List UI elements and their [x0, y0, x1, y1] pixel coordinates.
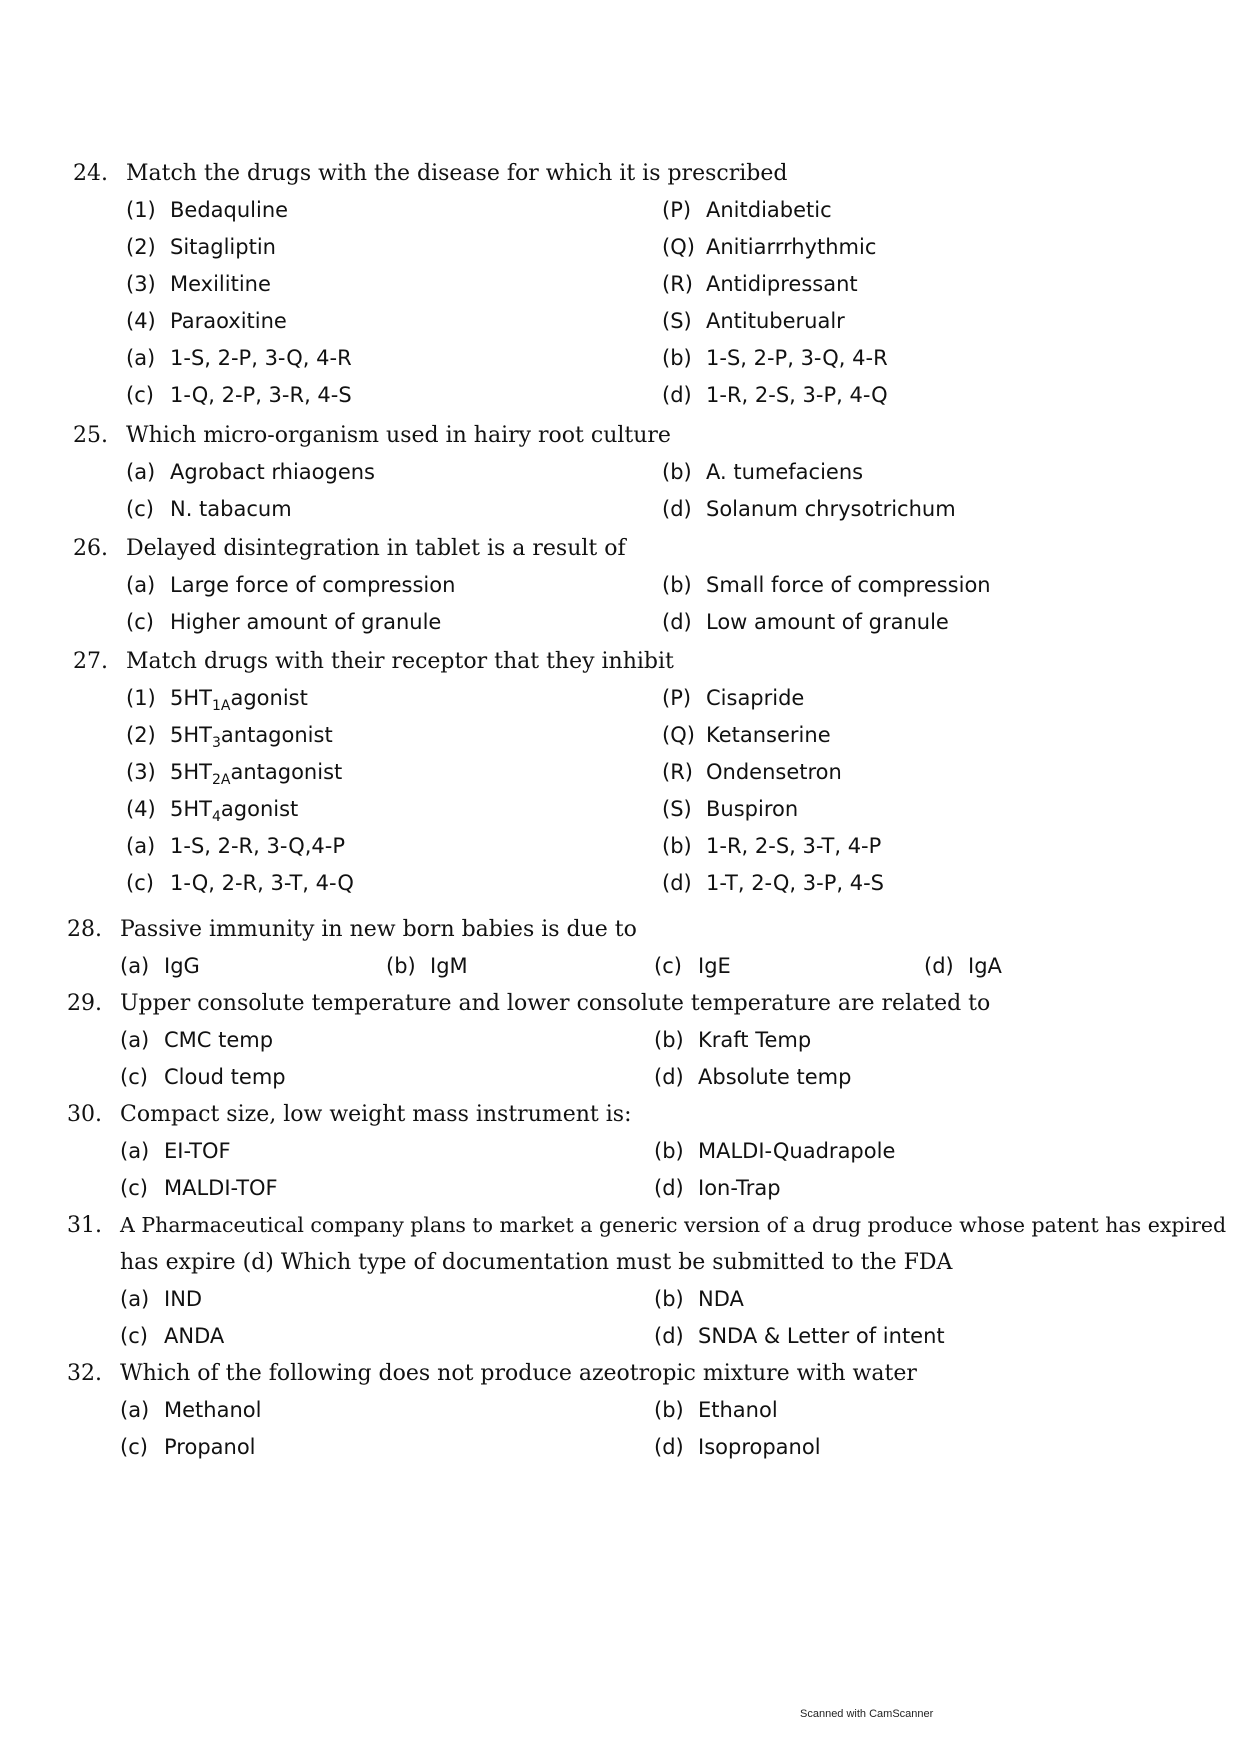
option-row: [0, 340, 1240, 377]
receptor-subscript: 3: [211, 735, 221, 751]
item-text: Antidipressant: [706, 272, 858, 296]
item-label: (S): [662, 309, 692, 333]
option-row: [0, 1059, 1240, 1096]
option-text: 1-S, 2-P, 3-Q, 4-R: [706, 346, 888, 370]
option-text: Agrobact rhiaogens: [170, 460, 375, 484]
question-stem: Which of the following does not produce azeotropic mixture with water: [120, 1361, 917, 1386]
option-label: (c): [126, 497, 154, 521]
option-label: (a): [120, 1398, 150, 1422]
option-row: [0, 1133, 1240, 1170]
item-label: (2): [126, 723, 156, 747]
option-row: [0, 604, 1240, 641]
option-text: 1-S, 2-P, 3-Q, 4-R: [170, 346, 352, 370]
option-label: (c): [120, 1324, 148, 1348]
option-text: MALDI-Quadrapole: [698, 1139, 896, 1163]
option-label: (d): [662, 497, 692, 521]
question-number: 26.: [73, 536, 108, 561]
question-stem-line: [0, 985, 1240, 1022]
option-text: Large force of compression: [170, 573, 456, 597]
option-label: (a): [126, 346, 156, 370]
option-row: [0, 1281, 1240, 1318]
option-label: (b): [662, 460, 692, 484]
option-text: Small force of compression: [706, 573, 991, 597]
option-text: MALDI-TOF: [164, 1176, 278, 1200]
option-label: (a): [120, 954, 150, 978]
receptor-base: 5HT: [170, 760, 212, 784]
option-label: (d): [662, 610, 692, 634]
option-label: (a): [120, 1139, 150, 1163]
option-text: Cloud temp: [164, 1065, 286, 1089]
option-text: Isopropanol: [698, 1435, 821, 1459]
match-row: [0, 303, 1240, 340]
question-stem-line: [0, 530, 1240, 567]
option-text: SNDA & Letter of intent: [698, 1324, 945, 1348]
option-label: (b): [654, 1398, 684, 1422]
option-text: 1-R, 2-S, 3-P, 4-Q: [706, 383, 888, 407]
receptor-text: [170, 754, 342, 791]
match-row: [0, 791, 1240, 828]
option-label: (d): [924, 954, 954, 978]
option-text: IgE: [698, 954, 731, 978]
option-label: (b): [662, 834, 692, 858]
option-row: [0, 1022, 1240, 1059]
question-stem-line: [0, 911, 1240, 948]
item-label: (R): [662, 760, 693, 784]
option-row: [0, 828, 1240, 865]
receptor-base: 5HT: [170, 723, 212, 747]
option-row: [0, 1318, 1240, 1355]
item-text: Mexilitine: [170, 272, 271, 296]
question-32: [0, 1355, 1240, 1466]
question-stem-line: [0, 417, 1240, 454]
item-label: (1): [126, 686, 156, 710]
option-text: Higher amount of granule: [170, 610, 442, 634]
match-row: [0, 192, 1240, 229]
option-label: (d): [662, 871, 692, 895]
question-stem-continued: has expire (d) Which type of documentation must be submitted to the FDA: [120, 1250, 953, 1275]
question-stem-line: [0, 1207, 1240, 1244]
item-text: Anitiarrrhythmic: [706, 235, 877, 259]
question-number: 25.: [73, 423, 108, 448]
receptor-text: [170, 717, 333, 754]
option-label: (d): [654, 1435, 684, 1459]
question-stem-line: [0, 155, 1240, 192]
option-label: (a): [126, 573, 156, 597]
match-row: [0, 229, 1240, 266]
option-text: IgA: [968, 954, 1002, 978]
question-24: [0, 155, 1240, 414]
question-stem-line: [0, 1244, 1240, 1281]
option-label: (a): [126, 460, 156, 484]
item-text: Buspiron: [706, 797, 799, 821]
option-text: Propanol: [164, 1435, 256, 1459]
item-text: Ondensetron: [706, 760, 842, 784]
question-stem: Passive immunity in new born babies is due to: [120, 917, 637, 942]
option-label: (c): [126, 871, 154, 895]
option-label: (a): [120, 1287, 150, 1311]
option-text: CMC temp: [164, 1028, 274, 1052]
item-text: Sitagliptin: [170, 235, 276, 259]
item-text: Anitdiabetic: [706, 198, 832, 222]
question-stem-line: [0, 643, 1240, 680]
option-label: (b): [654, 1028, 684, 1052]
question-25: [0, 417, 1240, 528]
question-number: 31.: [67, 1213, 102, 1238]
item-text: Paraoxitine: [170, 309, 287, 333]
question-number: 27.: [73, 649, 108, 674]
option-text: Methanol: [164, 1398, 262, 1422]
option-row: [0, 491, 1240, 528]
item-text: Ketanserine: [706, 723, 831, 747]
item-label: (4): [126, 797, 156, 821]
option-row: [0, 377, 1240, 414]
option-label: (c): [120, 1065, 148, 1089]
match-row: [0, 754, 1240, 791]
receptor-subscript: 1A: [211, 698, 231, 714]
receptor-action: antagonist: [230, 760, 343, 784]
match-row: [0, 680, 1240, 717]
question-stem: A Pharmaceutical company plans to market a generic version of a drug produce whose patent has expired: [120, 1213, 1227, 1237]
question-31: [0, 1207, 1240, 1355]
option-label: (c): [120, 1435, 148, 1459]
receptor-base: 5HT: [170, 686, 212, 710]
option-text: IgM: [430, 954, 468, 978]
option-row: [0, 1392, 1240, 1429]
question-29: [0, 985, 1240, 1096]
option-label: (b): [654, 1287, 684, 1311]
option-label: (b): [386, 954, 416, 978]
option-text: EI-TOF: [164, 1139, 231, 1163]
question-number: 32.: [67, 1361, 102, 1386]
item-label: (2): [126, 235, 156, 259]
option-text: Ion-Trap: [698, 1176, 781, 1200]
option-text: NDA: [698, 1287, 744, 1311]
option-text: A. tumefaciens: [706, 460, 864, 484]
scanner-footer: Scanned with CamScanner: [800, 1708, 934, 1720]
option-row: [0, 948, 1240, 985]
question-stem: Delayed disintegration in tablet is a result of: [126, 536, 626, 561]
receptor-action: agonist: [220, 797, 299, 821]
option-label: (a): [126, 834, 156, 858]
question-number: 24.: [73, 161, 108, 186]
option-text: 1-S, 2-R, 3-Q,4-P: [170, 834, 346, 858]
option-text: IgG: [164, 954, 200, 978]
option-label: (d): [654, 1324, 684, 1348]
question-27: [0, 643, 1240, 902]
item-label: (P): [662, 686, 692, 710]
option-row: [0, 1429, 1240, 1466]
item-label: (3): [126, 760, 156, 784]
option-label: (b): [654, 1139, 684, 1163]
question-26: [0, 530, 1240, 641]
option-label: (c): [654, 954, 682, 978]
option-text: 1-R, 2-S, 3-T, 4-P: [706, 834, 882, 858]
option-label: (c): [120, 1176, 148, 1200]
item-text: Cisapride: [706, 686, 805, 710]
option-text: Solanum chrysotrichum: [706, 497, 956, 521]
option-row: [0, 454, 1240, 491]
option-label: (b): [662, 573, 692, 597]
receptor-text: [170, 680, 308, 717]
question-stem: Which micro-organism used in hairy root culture: [126, 423, 671, 448]
match-row: [0, 266, 1240, 303]
option-text: 1-Q, 2-P, 3-R, 4-S: [170, 383, 352, 407]
match-row: [0, 717, 1240, 754]
option-label: (c): [126, 610, 154, 634]
question-number: 28.: [67, 917, 102, 942]
option-text: Kraft Temp: [698, 1028, 812, 1052]
item-label: (R): [662, 272, 693, 296]
receptor-text: [170, 791, 298, 828]
receptor-action: antagonist: [220, 723, 333, 747]
option-text: Absolute temp: [698, 1065, 852, 1089]
item-text: Antituberualr: [706, 309, 845, 333]
item-label: (P): [662, 198, 692, 222]
option-row: [0, 865, 1240, 902]
option-text: 1-Q, 2-R, 3-T, 4-Q: [170, 871, 354, 895]
item-label: (S): [662, 797, 692, 821]
question-30: [0, 1096, 1240, 1207]
item-text: Bedaquline: [170, 198, 289, 222]
item-label: (Q): [662, 723, 695, 747]
item-label: (Q): [662, 235, 695, 259]
receptor-subscript: 4: [211, 809, 221, 825]
question-number: 29.: [67, 991, 102, 1016]
option-label: (a): [120, 1028, 150, 1052]
option-text: ANDA: [164, 1324, 225, 1348]
receptor-action: agonist: [230, 686, 308, 710]
item-label: (1): [126, 198, 156, 222]
receptor-base: 5HT: [170, 797, 212, 821]
option-label: (b): [662, 346, 692, 370]
option-text: IND: [164, 1287, 203, 1311]
option-label: (d): [662, 383, 692, 407]
option-label: (d): [654, 1176, 684, 1200]
option-text: Low amount of granule: [706, 610, 949, 634]
question-stem-line: [0, 1096, 1240, 1133]
question-28: [0, 911, 1240, 985]
question-stem-line: [0, 1355, 1240, 1392]
item-label: (3): [126, 272, 156, 296]
option-label: (c): [126, 383, 154, 407]
item-label: (4): [126, 309, 156, 333]
receptor-subscript: 2A: [211, 772, 231, 788]
option-row: [0, 1170, 1240, 1207]
option-row: [0, 567, 1240, 604]
option-text: Ethanol: [698, 1398, 778, 1422]
question-stem: Upper consolute temperature and lower consolute temperature are related to: [120, 991, 991, 1016]
option-text: N. tabacum: [170, 497, 292, 521]
question-stem: Match the drugs with the disease for which it is prescribed: [126, 161, 788, 186]
question-stem: Compact size, low weight mass instrument is:: [120, 1102, 632, 1127]
question-number: 30.: [67, 1102, 102, 1127]
option-label: (d): [654, 1065, 684, 1089]
question-stem: Match drugs with their receptor that they inhibit: [126, 649, 674, 674]
option-text: 1-T, 2-Q, 3-P, 4-S: [706, 871, 884, 895]
